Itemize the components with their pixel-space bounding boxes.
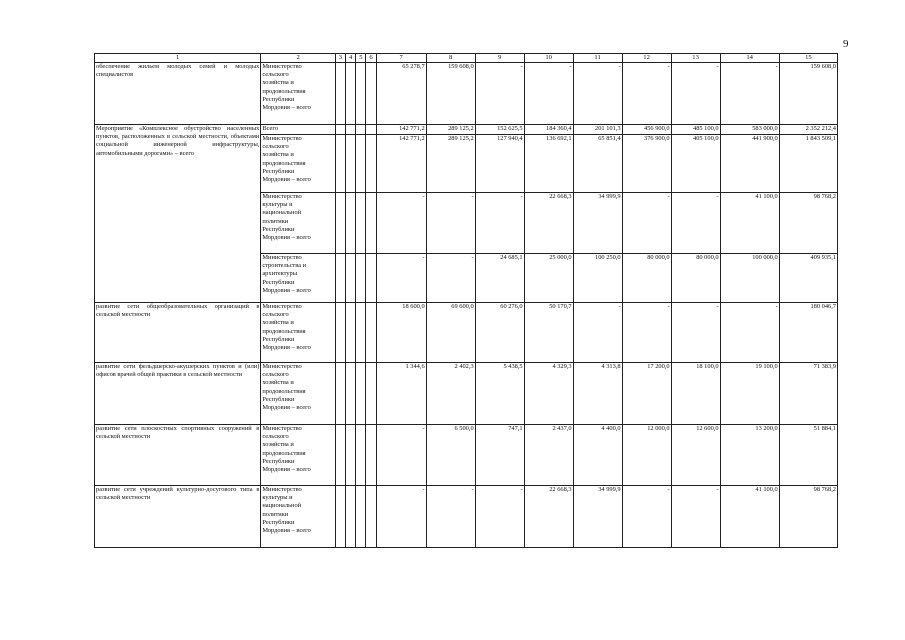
empty-cell (335, 125, 345, 135)
table-row (95, 63, 838, 125)
value-cell: 159 608,0 (779, 63, 837, 125)
value-cell: - (376, 425, 426, 486)
empty-cell (335, 135, 345, 193)
value-cell: 6 500,0 (426, 425, 475, 486)
table-row (95, 363, 838, 425)
column-number: 10 (524, 54, 573, 63)
executor-line: продовольствия (262, 87, 306, 95)
executor-line: Мордовия – всего (262, 344, 311, 352)
table-row (95, 425, 838, 486)
executor-cell (261, 303, 336, 363)
empty-cell (366, 303, 376, 363)
value-cell: 65 278,7 (376, 63, 426, 125)
value-cell: 2 352 212,4 (779, 125, 837, 135)
value-cell: - (573, 63, 622, 125)
empty-cell (346, 303, 356, 363)
value-cell: 4 400,0 (573, 425, 622, 486)
value-cell: - (671, 63, 720, 125)
value-cell: 13 200,0 (720, 425, 779, 486)
value-cell: - (720, 303, 779, 363)
measure-description: развитие сети учреждений культурно-досугового типа в сельской местности (95, 486, 261, 548)
executor-line: строительства и (262, 262, 307, 270)
value-cell: 376 900,0 (622, 135, 671, 193)
executor-line: Министерство (262, 254, 302, 261)
value-cell: 34 999,9 (573, 193, 622, 254)
executor-line: Мордовия – всего (262, 286, 311, 294)
empty-cell (366, 254, 376, 303)
value-cell: - (426, 193, 475, 254)
measure-description: Мероприятие «Комплексное обустройство населенных пунктов, расположенных в сельской местности, объектами социальной инженерной инфраструктуры, автомобильными дорогами» – всего (95, 125, 261, 303)
empty-cell (346, 135, 356, 193)
value-cell: 405 100,0 (671, 135, 720, 193)
column-number: 1 (95, 54, 261, 63)
value-cell: 50 170,7 (524, 303, 573, 363)
value-cell: 100 250,0 (573, 254, 622, 303)
value-cell: - (376, 254, 426, 303)
executor-line: хозяйства и (262, 441, 294, 449)
empty-cell (335, 486, 345, 548)
value-cell: 65 851,4 (573, 135, 622, 193)
value-cell: 1 344,6 (376, 363, 426, 425)
measure-description: развитие сети общеобразовательных организаций в сельской местности (95, 303, 261, 363)
value-cell: - (622, 486, 671, 548)
value-cell: 180 046,7 (779, 303, 837, 363)
executor-line: Мордовия – всего (262, 176, 311, 184)
value-cell: - (622, 63, 671, 125)
value-cell: 51 884,1 (779, 425, 837, 486)
value-cell: 2 402,3 (426, 363, 475, 425)
value-cell: 127 940,4 (475, 135, 524, 193)
value-cell: 184 360,4 (524, 125, 573, 135)
column-number: 15 (779, 54, 837, 63)
executor-line: сельского (262, 143, 289, 151)
empty-cell (356, 125, 366, 135)
value-cell: 747,1 (475, 425, 524, 486)
value-cell: 18 100,0 (671, 363, 720, 425)
executor-line: Мордовия – всего (262, 104, 311, 112)
table-row (95, 303, 838, 363)
value-cell: - (671, 486, 720, 548)
measure-description: развитие сети плоскостных спортивных сооружений в сельской местности (95, 425, 261, 486)
value-cell: 12 600,0 (671, 425, 720, 486)
value-cell: - (671, 193, 720, 254)
executor-line: Министерство (262, 363, 302, 370)
executor-line: сельского (262, 311, 289, 319)
value-cell: 60 276,0 (475, 303, 524, 363)
executor-cell (261, 63, 336, 125)
column-number: 14 (720, 54, 779, 63)
value-cell: - (622, 303, 671, 363)
value-cell: 4 313,8 (573, 363, 622, 425)
executor-line: Республики (262, 395, 295, 403)
empty-cell (356, 135, 366, 193)
executor-line: продовольствия (262, 159, 306, 167)
executor-line: Республики (262, 225, 295, 233)
empty-cell (356, 363, 366, 425)
value-cell: 41 100,0 (720, 193, 779, 254)
column-number: 11 (573, 54, 622, 63)
value-cell: - (475, 63, 524, 125)
value-cell: 34 999,9 (573, 486, 622, 548)
empty-cell (356, 425, 366, 486)
executor-line: продовольствия (262, 387, 306, 395)
value-cell: - (524, 63, 573, 125)
empty-cell (335, 193, 345, 254)
value-cell: 1 843 509,1 (779, 135, 837, 193)
column-number: 2 (261, 54, 336, 63)
value-cell: 71 383,9 (779, 363, 837, 425)
executor-line: сельского (262, 371, 289, 379)
executor-line: Министерство (262, 303, 302, 310)
executor-line: Республики (262, 335, 295, 343)
executor-cell (261, 486, 336, 548)
executor-line: Министерство (262, 486, 302, 493)
executor-line: хозяйства и (262, 319, 294, 327)
empty-cell (335, 303, 345, 363)
empty-cell (346, 125, 356, 135)
executor-line: Республики (262, 95, 295, 103)
program-table (94, 53, 838, 548)
executor-line: хозяйства и (262, 151, 294, 159)
empty-cell (346, 425, 356, 486)
column-number: 4 (346, 54, 356, 63)
empty-cell (335, 363, 345, 425)
value-cell: - (376, 193, 426, 254)
empty-cell (366, 486, 376, 548)
column-number: 13 (671, 54, 720, 63)
empty-cell (346, 254, 356, 303)
executor-line: Министерство (262, 425, 302, 432)
empty-cell (356, 63, 366, 125)
executor-line: политики (262, 217, 289, 225)
value-cell: 289 125,2 (426, 125, 475, 135)
executor-line: культуры и (262, 201, 293, 209)
executor-line: Республики (262, 278, 295, 286)
value-cell: 409 935,1 (779, 254, 837, 303)
empty-cell (346, 486, 356, 548)
executor-line: Мордовия – всего (262, 234, 311, 242)
empty-cell (356, 193, 366, 254)
value-cell: 69 600,0 (426, 303, 475, 363)
measure-description: обеспечение жильем молодых семей и молодых специалистов (95, 63, 261, 125)
value-cell: 441 900,0 (720, 135, 779, 193)
column-number: 9 (475, 54, 524, 63)
executor-cell (261, 193, 336, 254)
value-cell: - (671, 303, 720, 363)
column-number: 6 (366, 54, 376, 63)
value-cell: - (426, 486, 475, 548)
value-cell: - (720, 63, 779, 125)
executor-line: Министерство (262, 135, 302, 142)
empty-cell (346, 63, 356, 125)
value-cell: - (573, 303, 622, 363)
executor-line: Мордовия – всего (262, 404, 311, 412)
empty-cell (335, 425, 345, 486)
empty-cell (366, 193, 376, 254)
executor-line: Республики (262, 518, 295, 526)
executor-line: сельского (262, 433, 289, 441)
empty-cell (366, 425, 376, 486)
executor-line: Министерство (262, 63, 302, 70)
executor-line: Мордовия – всего (262, 527, 311, 535)
value-cell: 152 625,5 (475, 125, 524, 135)
column-number: 5 (356, 54, 366, 63)
column-number: 8 (426, 54, 475, 63)
empty-cell (346, 363, 356, 425)
value-cell: 98 768,2 (779, 486, 837, 548)
executor-line: культуры и (262, 494, 293, 502)
executor-line: продовольствия (262, 327, 306, 335)
value-cell: 24 685,1 (475, 254, 524, 303)
empty-cell (335, 254, 345, 303)
value-cell: - (622, 193, 671, 254)
value-cell: 159 608,0 (426, 63, 475, 125)
measure-description: развитие сети фельдшерско-акушерских пунктов и (или) офисов врачей общей практики в сельской местности (95, 363, 261, 425)
executor-cell (261, 254, 336, 303)
executor-cell (261, 363, 336, 425)
empty-cell (366, 363, 376, 425)
value-cell: 80 000,0 (671, 254, 720, 303)
value-cell: 12 000,0 (622, 425, 671, 486)
value-cell: 4 329,3 (524, 363, 573, 425)
value-cell: 136 692,1 (524, 135, 573, 193)
executor-line: Республики (262, 457, 295, 465)
value-cell: 41 100,0 (720, 486, 779, 548)
value-cell: 22 668,3 (524, 193, 573, 254)
column-number: 3 (335, 54, 345, 63)
value-cell: 201 101,3 (573, 125, 622, 135)
value-cell: 456 900,0 (622, 125, 671, 135)
value-cell: - (475, 193, 524, 254)
executor-cell (261, 125, 336, 135)
empty-cell (366, 125, 376, 135)
value-cell: 2 437,0 (524, 425, 573, 486)
executor-line: политики (262, 510, 289, 518)
value-cell: 17 200,0 (622, 363, 671, 425)
value-cell: 289 125,2 (426, 135, 475, 193)
executor-line: Всего (262, 125, 279, 132)
value-cell: 98 768,2 (779, 193, 837, 254)
executor-line: национальной (262, 502, 302, 510)
value-cell: 100 000,0 (720, 254, 779, 303)
value-cell: - (426, 254, 475, 303)
executor-line: архитектуры (262, 270, 298, 278)
column-number-row (95, 54, 838, 63)
executor-line: сельского (262, 71, 289, 79)
value-cell: 18 600,0 (376, 303, 426, 363)
executor-line: национальной (262, 209, 302, 217)
executor-line: Республики (262, 167, 295, 175)
value-cell: 80 000,0 (622, 254, 671, 303)
value-cell: 5 438,5 (475, 363, 524, 425)
empty-cell (356, 486, 366, 548)
table-body (95, 54, 838, 548)
value-cell: 22 668,3 (524, 486, 573, 548)
executor-line: Министерство (262, 193, 302, 200)
page-number: 9 (843, 38, 849, 50)
empty-cell (366, 135, 376, 193)
executor-cell (261, 425, 336, 486)
table-row (95, 125, 838, 135)
executor-line: хозяйства и (262, 379, 294, 387)
executor-cell (261, 135, 336, 193)
table-row (95, 486, 838, 548)
executor-line: Мордовия – всего (262, 466, 311, 474)
executor-line: продовольствия (262, 449, 306, 457)
value-cell: 142 771,2 (376, 135, 426, 193)
value-cell: - (475, 486, 524, 548)
value-cell: 25 000,0 (524, 254, 573, 303)
empty-cell (356, 254, 366, 303)
value-cell: 485 100,0 (671, 125, 720, 135)
empty-cell (346, 193, 356, 254)
value-cell: 142 771,2 (376, 125, 426, 135)
value-cell: 583 000,0 (720, 125, 779, 135)
empty-cell (356, 303, 366, 363)
empty-cell (335, 63, 345, 125)
column-number: 7 (376, 54, 426, 63)
executor-line: хозяйства и (262, 79, 294, 87)
value-cell: 19 100,0 (720, 363, 779, 425)
column-number: 12 (622, 54, 671, 63)
value-cell: - (376, 486, 426, 548)
empty-cell (366, 63, 376, 125)
